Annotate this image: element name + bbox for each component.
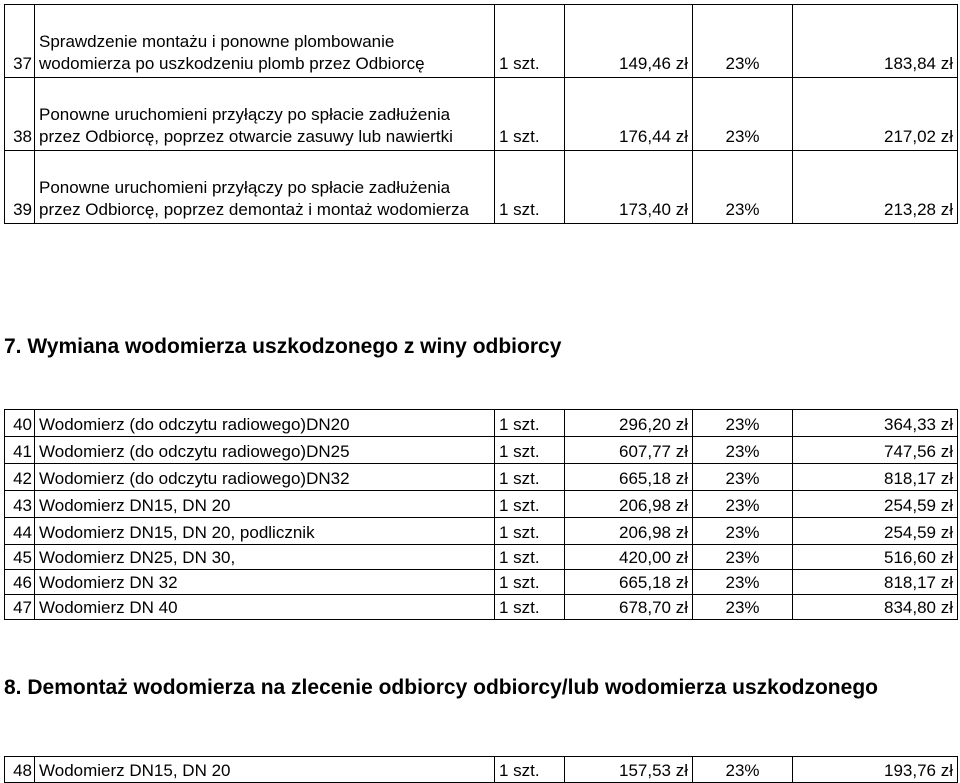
row-number: 39 <box>5 151 35 224</box>
price-table-top <box>4 4 958 224</box>
gross-price: 516,60 zł <box>793 545 958 570</box>
service-name: Wodomierz DN25, DN 30, <box>35 545 495 570</box>
service-name: Wodomierz DN15, DN 20 <box>35 491 495 518</box>
service-name: Ponowne uruchomieni przyłączy po spłacie zadłużenia przez Odbiorcę, poprzez demontaż i montaż wodomierza <box>35 151 495 224</box>
row-number: 37 <box>5 5 35 78</box>
unit: 1 szt. <box>495 491 565 518</box>
gross-price: 834,80 zł <box>793 595 958 620</box>
service-name: Wodomierz DN 32 <box>35 570 495 595</box>
table-row <box>5 491 958 518</box>
gross-price: 818,17 zł <box>793 570 958 595</box>
gross-price: 254,59 zł <box>793 491 958 518</box>
table-row <box>5 595 958 620</box>
vat-rate: 23% <box>693 518 793 545</box>
row-number: 44 <box>5 518 35 545</box>
net-price: 665,18 zł <box>565 570 693 595</box>
table-row <box>5 410 958 437</box>
net-price: 607,77 zł <box>565 437 693 464</box>
service-name: Wodomierz DN 40 <box>35 595 495 620</box>
gross-price: 254,59 zł <box>793 518 958 545</box>
vat-rate: 23% <box>693 757 793 783</box>
table-row <box>5 570 958 595</box>
section-8-heading: 8. Demontaż wodomierza na zlecenie odbiorcy odbiorcy/lub wodomierza uszkodzonego <box>4 676 878 699</box>
unit: 1 szt. <box>495 595 565 620</box>
unit: 1 szt. <box>495 518 565 545</box>
net-price: 206,98 zł <box>565 518 693 545</box>
table-row <box>5 437 958 464</box>
gross-price: 213,28 zł <box>793 151 958 224</box>
row-number: 41 <box>5 437 35 464</box>
vat-rate: 23% <box>693 5 793 78</box>
net-price: 420,00 zł <box>565 545 693 570</box>
unit: 1 szt. <box>495 545 565 570</box>
table-row <box>5 518 958 545</box>
vat-rate: 23% <box>693 491 793 518</box>
unit: 1 szt. <box>495 757 565 783</box>
table-row <box>5 464 958 491</box>
row-number: 46 <box>5 570 35 595</box>
net-price: 157,53 zł <box>565 757 693 783</box>
service-name: Wodomierz (do odczytu radiowego)DN32 <box>35 464 495 491</box>
row-number: 43 <box>5 491 35 518</box>
vat-rate: 23% <box>693 410 793 437</box>
row-number: 38 <box>5 78 35 151</box>
service-name: Wodomierz (do odczytu radiowego)DN25 <box>35 437 495 464</box>
vat-rate: 23% <box>693 437 793 464</box>
gross-price: 217,02 zł <box>793 78 958 151</box>
row-number: 42 <box>5 464 35 491</box>
price-table-section-8 <box>4 756 958 783</box>
row-number: 40 <box>5 410 35 437</box>
net-price: 176,44 zł <box>565 78 693 151</box>
vat-rate: 23% <box>693 78 793 151</box>
vat-rate: 23% <box>693 464 793 491</box>
net-price: 296,20 zł <box>565 410 693 437</box>
unit: 1 szt. <box>495 464 565 491</box>
unit: 1 szt. <box>495 78 565 151</box>
gross-price: 747,56 zł <box>793 437 958 464</box>
service-name: Wodomierz (do odczytu radiowego)DN20 <box>35 410 495 437</box>
row-number: 45 <box>5 545 35 570</box>
unit: 1 szt. <box>495 570 565 595</box>
row-number: 47 <box>5 595 35 620</box>
gross-price: 364,33 zł <box>793 410 958 437</box>
service-name: Sprawdzenie montażu i ponowne plombowanie wodomierza po uszkodzeniu plomb przez Odbiorcę <box>35 5 495 78</box>
table-row <box>5 757 958 783</box>
gross-price: 193,76 zł <box>793 757 958 783</box>
service-name: Ponowne uruchomieni przyłączy po spłacie zadłużenia przez Odbiorcę, poprzez otwarcie zasuwy lub nawiertki <box>35 78 495 151</box>
table-row <box>5 78 958 151</box>
service-name: Wodomierz DN15, DN 20, podlicznik <box>35 518 495 545</box>
net-price: 206,98 zł <box>565 491 693 518</box>
vat-rate: 23% <box>693 545 793 570</box>
table-row <box>5 5 958 78</box>
gross-price: 818,17 zł <box>793 464 958 491</box>
unit: 1 szt. <box>495 5 565 78</box>
vat-rate: 23% <box>693 570 793 595</box>
vat-rate: 23% <box>693 595 793 620</box>
price-table-section-7 <box>4 409 958 620</box>
service-name: Wodomierz DN15, DN 20 <box>35 757 495 783</box>
net-price: 173,40 zł <box>565 151 693 224</box>
gross-price: 183,84 zł <box>793 5 958 78</box>
net-price: 665,18 zł <box>565 464 693 491</box>
table-row <box>5 151 958 224</box>
unit: 1 szt. <box>495 437 565 464</box>
net-price: 678,70 zł <box>565 595 693 620</box>
row-number: 48 <box>5 757 35 783</box>
net-price: 149,46 zł <box>565 5 693 78</box>
section-7-heading: 7. Wymiana wodomierza uszkodzonego z winy odbiorcy <box>4 335 562 358</box>
unit: 1 szt. <box>495 410 565 437</box>
vat-rate: 23% <box>693 151 793 224</box>
table-row <box>5 545 958 570</box>
unit: 1 szt. <box>495 151 565 224</box>
